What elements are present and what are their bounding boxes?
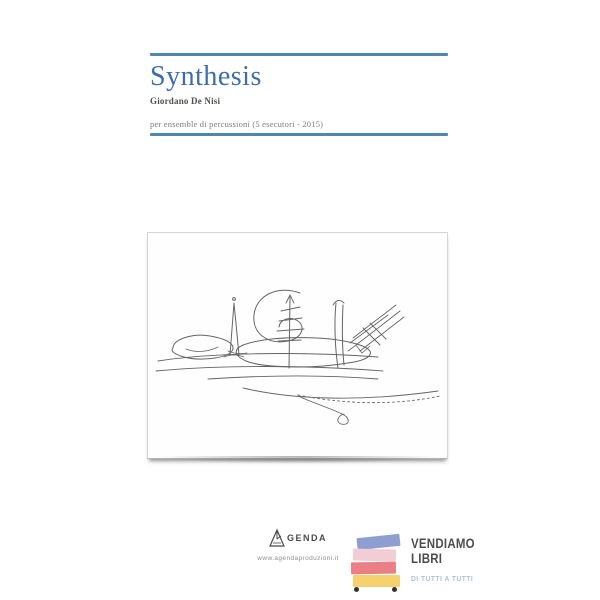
badge-line2: LIBRI [411, 550, 443, 566]
author-name: Giordano De Nisi [150, 96, 221, 106]
title-block [150, 53, 448, 129]
bottom-rule [150, 133, 448, 136]
book-pink [353, 548, 396, 561]
triangle-logo-icon [269, 528, 285, 548]
cart-wheel-left [354, 587, 359, 592]
artwork-box [147, 232, 448, 459]
top-rule [150, 53, 448, 56]
publisher-website: www.agendaproduzioni.it [257, 555, 339, 562]
vendiamo-libri-badge [348, 533, 489, 593]
badge-tagline: DI TUTTI A TUTTI [411, 574, 474, 583]
publisher-logo-text: GENDA [286, 533, 327, 543]
cart-wheel-right [392, 587, 397, 592]
book-yellow [353, 575, 400, 587]
badge-line1: VENDIAMO [411, 535, 475, 551]
subtitle: per ensemble di percussioni (5 esecutori - 2015) [150, 119, 324, 129]
book-cart-icon [348, 533, 404, 593]
page-title: Synthesis [150, 61, 262, 92]
book-red [351, 562, 396, 575]
abstract-pencil-sketch [148, 233, 447, 458]
publisher-logo [238, 527, 358, 562]
